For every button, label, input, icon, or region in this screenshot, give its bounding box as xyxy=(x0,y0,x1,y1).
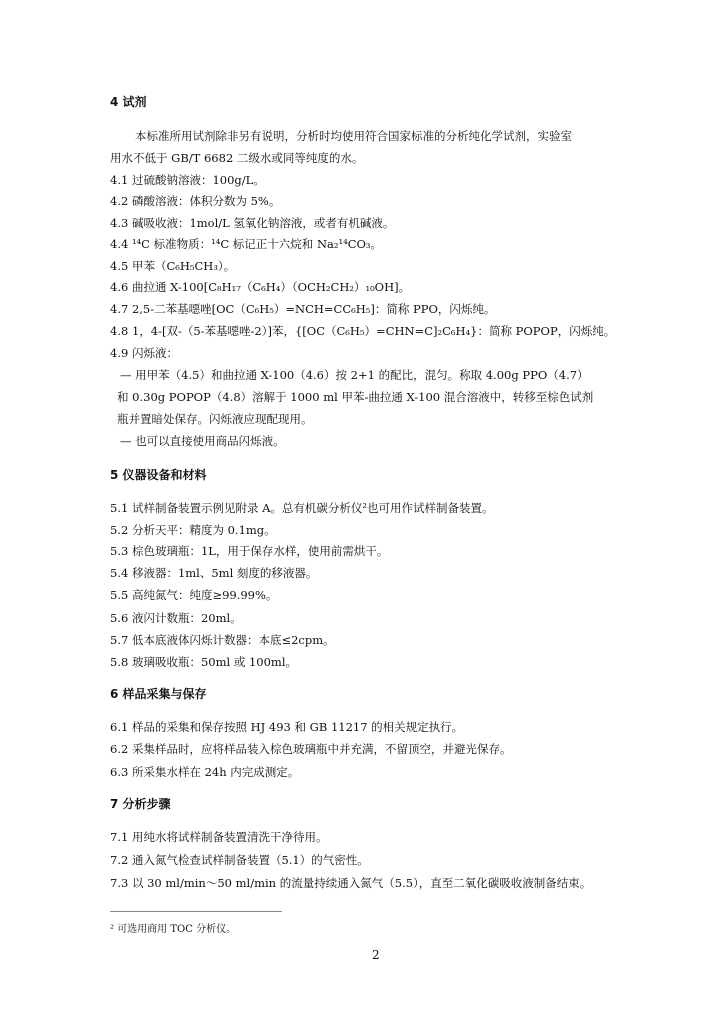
item-5-7: 5.7 低本底液体闪烁计数器：本底≤2cpm。 xyxy=(110,633,335,647)
item-4-2: 4.2 磷酸溶液：体积分数为 5%。 xyxy=(110,194,281,208)
item-4-9-dash1-line3: 瓶并置暗处保存。闪烁液应现配现用。 xyxy=(117,412,313,426)
item-7-1: 7.1 用纯水将试样制备装置清洗干净待用。 xyxy=(110,830,328,844)
item-4-9-dash2: — 也可以直接使用商品闪烁液。 xyxy=(120,434,285,448)
section-4-intro-line1: 本标准所用试剂除非另有说明，分析时均使用符合国家标准的分析纯化学试剂，实验室 xyxy=(135,129,572,143)
item-5-8: 5.8 玻璃吸收瓶：50ml 或 100ml。 xyxy=(110,655,298,669)
section-7-heading: 7 分析步骤 xyxy=(110,797,171,811)
section-4-heading: 4 试剂 xyxy=(110,95,147,109)
item-6-3: 6.3 所采集水样在 24h 内完成测定。 xyxy=(110,765,300,779)
item-4-9-dash1-line1: — 用甲苯（4.5）和曲拉通 X-100（4.6）按 2+1 的配比，混匀。称取 4.00g PPO（4.7） xyxy=(120,368,589,382)
item-5-1: 5.1 试样制备装置示例见附录 A。总有机碳分析仪²也可用作试样制备装置。 xyxy=(110,501,494,515)
item-5-4: 5.4 移液器：1ml、5ml 刻度的移液器。 xyxy=(110,566,318,580)
item-4-3: 4.3 碱吸收液：1mol/L 氢氧化钠溶液，或者有机碱液。 xyxy=(110,216,395,230)
item-5-3: 5.3 棕色玻璃瓶：1L，用于保存水样，使用前需烘干。 xyxy=(110,544,389,558)
item-4-9: 4.9 闪烁液： xyxy=(110,346,178,360)
item-5-5: 5.5 高纯氮气：纯度≥99.99%。 xyxy=(110,588,278,602)
item-4-5: 4.5 甲苯（C₆H₅CH₃）。 xyxy=(110,259,236,273)
section-4-intro-line2: 用水不低于 GB/T 6682 二级水或同等纯度的水。 xyxy=(110,151,364,165)
item-4-1: 4.1 过硫酸钠溶液：100g/L。 xyxy=(110,173,265,187)
item-4-9-dash1-line2: 和 0.30g POPOP（4.8）溶解于 1000 ml 甲苯-曲拉通 X-100 混合溶液中，转移至棕色试剂 xyxy=(117,390,594,404)
page-number: 2 xyxy=(372,948,380,962)
footnote: ² 可选用商用 TOC 分析仪。 xyxy=(110,924,237,935)
section-6-heading: 6 样品采集与保存 xyxy=(110,687,207,701)
footnote-divider xyxy=(110,911,282,912)
section-5-heading: 5 仪器设备和材料 xyxy=(110,468,207,482)
item-4-8: 4.8 1，4-[双-（5-苯基噁唑-2）]苯，{[OC（C₆H₅）=CHN=C]₂C₆H₄}：简称 POPOP，闪烁纯。 xyxy=(110,324,616,338)
item-6-2: 6.2 采集样品时，应将样品装入棕色玻璃瓶中并充满，不留顶空，并避光保存。 xyxy=(110,742,512,756)
item-4-7: 4.7 2,5-二苯基噁唑[OC（C₆H₅）=NCH=CC₆H₅]：简称 PPO，闪烁纯。 xyxy=(110,302,496,316)
item-5-2: 5.2 分析天平：精度为 0.1mg。 xyxy=(110,523,276,537)
item-5-6: 5.6 液闪计数瓶：20ml。 xyxy=(110,611,242,625)
item-7-2: 7.2 通入氮气检查试样制备装置（5.1）的气密性。 xyxy=(110,853,369,867)
item-4-4: 4.4 ¹⁴C 标准物质：¹⁴C 标记正十六烷和 Na₂¹⁴CO₃。 xyxy=(110,237,383,251)
item-4-6: 4.6 曲拉通 X-100[C₈H₁₇（C₆H₄）（OCH₂CH₂）₁₀OH]。 xyxy=(110,280,411,294)
item-6-1: 6.1 样品的采集和保存按照 HJ 493 和 GB 11217 的相关规定执行。 xyxy=(110,720,464,734)
item-7-3: 7.3 以 30 ml/min～50 ml/min 的流量持续通入氮气（5.5），直至二氧化碳吸收液制备结束。 xyxy=(110,876,592,890)
